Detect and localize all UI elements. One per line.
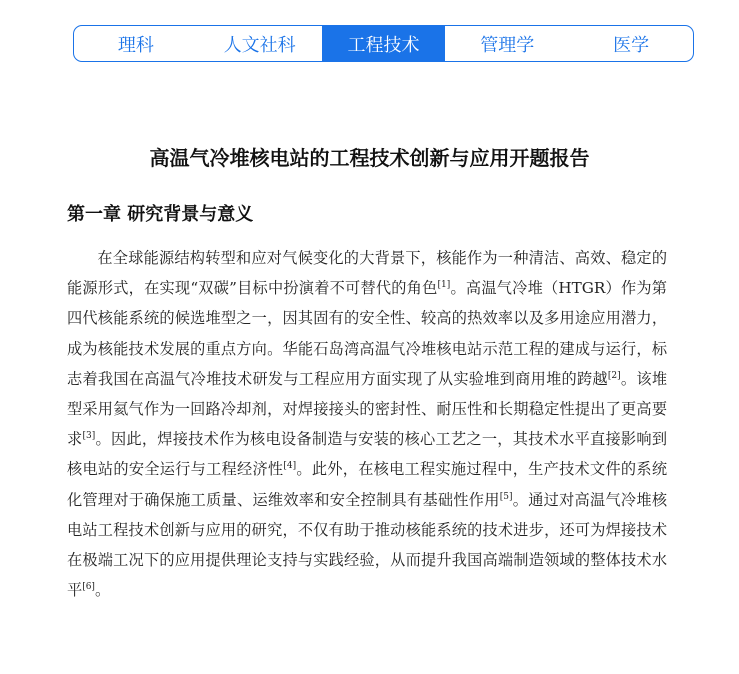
tab-engineering-technology[interactable]: 工程技术: [322, 26, 446, 61]
paragraph-segment: 。该堆型采用氦气作为一回路冷却剂，对焊接接头的密封性、耐压性和长期稳定性提出了更高要求: [67, 369, 668, 449]
tab-management[interactable]: 管理学: [480, 34, 535, 56]
body-paragraph: [67, 243, 667, 605]
citation-ref[interactable]: [6]: [82, 582, 95, 593]
citation-ref[interactable]: [4]: [283, 461, 297, 472]
tab-medicine[interactable]: 医学: [613, 34, 650, 56]
paragraph-segment: 。此外，在核电工程实施过程中，生产技术文件的系统化管理对于确保施工质量、运维效率和安全控制具有基础性作用: [67, 460, 668, 509]
chapter-heading: 第一章 研究背景与意义: [67, 204, 254, 225]
tab-humanities-social-sciences[interactable]: 人文社科: [223, 34, 296, 56]
paragraph-segment: 在全球能源结构转型和应对气候变化的大背景下，核能作为一种清洁、高效、稳定的能源形式，在实现“双碳”目标中扮演着不可替代的角色: [67, 249, 667, 298]
citation-ref[interactable]: [5]: [499, 491, 513, 502]
document-title: 高温气冷堆核电站的工程技术创新与应用开题报告: [149, 146, 590, 170]
tab-science[interactable]: 理科: [117, 34, 154, 56]
citation-ref[interactable]: [2]: [607, 370, 621, 381]
paragraph-segment: 。通过对高温气冷堆核电站工程技术创新与应用的研究，不仅有助于推动核能系统的技术进步，还可为焊接技术在极端工况下的应用提供理论支持与实践经验，从而提升我国高端制造领域的整体技术水平: [67, 490, 668, 600]
citation-ref[interactable]: [1]: [437, 280, 451, 291]
category-tab-bar: [73, 25, 694, 62]
citation-ref[interactable]: [3]: [82, 431, 96, 442]
paragraph-segment: 。高温气冷堆（HTGR）作为第四代核能系统的候选堆型之一，因其固有的安全性、较高的热效率以及多用途应用潜力，成为核能技术发展的重点方向。华能石岛湾高温气冷堆核电站示范工程的建成与运行，标志着我国在高温气冷堆技术研发与工程应用方面实现了从实验堆到商用堆的跨越: [67, 279, 667, 388]
paragraph-segment: 。因此，焊接技术作为核电设备制造与安装的核心工艺之一，其技术水平直接影响到核电站的安全运行与工程经济性: [67, 430, 668, 479]
paragraph-end: 。: [94, 581, 111, 600]
